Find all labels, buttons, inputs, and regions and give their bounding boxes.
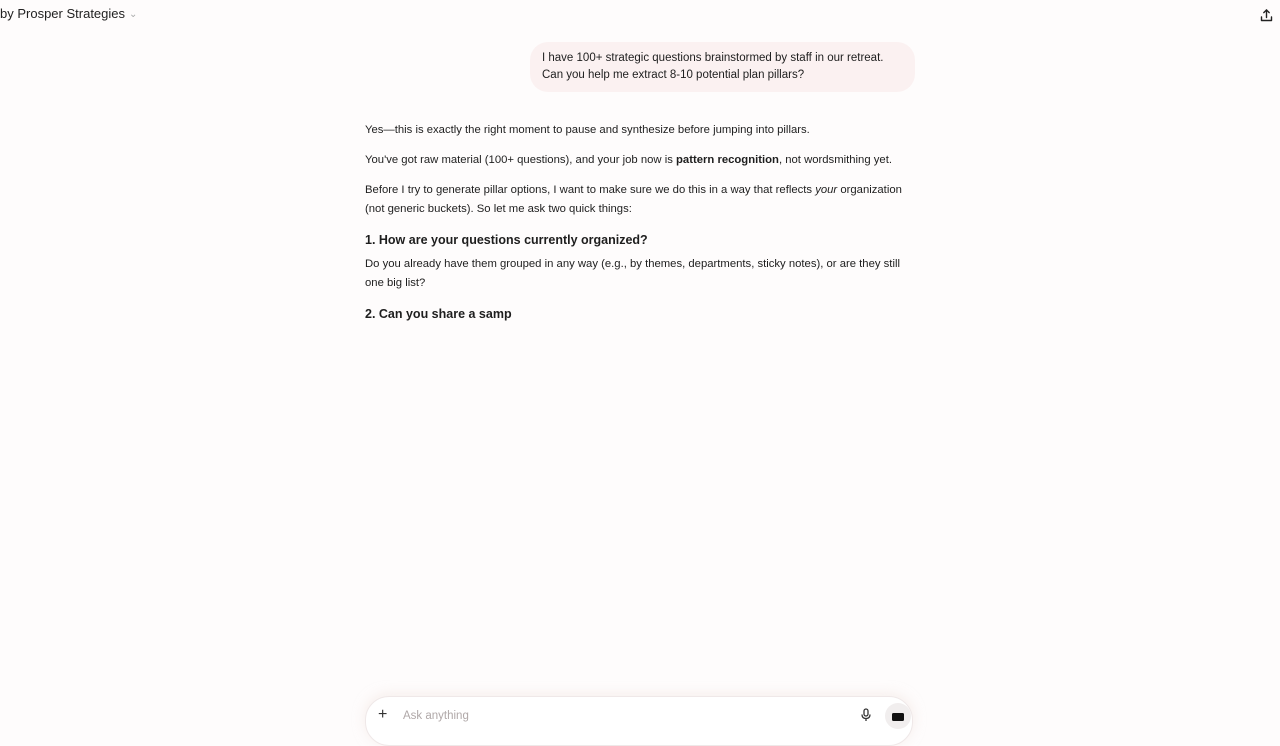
user-message-line: I have 100+ strategic questions brainstormed by staff in our retreat.: [542, 52, 884, 64]
chevron-down-icon: ⌄: [129, 9, 138, 20]
assistant-paragraph: Before I try to generate pillar options, I want to make sure we do this in a way that reflects your organization (not generic buckets). So let me ask two quick things:: [365, 184, 902, 215]
plus-icon[interactable]: +: [378, 706, 388, 723]
composer: [365, 696, 913, 746]
voice-mode-button[interactable]: [885, 703, 911, 729]
model-picker-label: by Prosper Strategies: [0, 6, 126, 21]
assistant-heading: 2. Can you share a samp: [365, 307, 512, 321]
italic-text: your: [815, 184, 838, 196]
assistant-paragraph: You've got raw material (100+ questions), and your job now is pattern recognition, not wordsmithing yet.: [365, 154, 892, 166]
user-message: [530, 42, 915, 92]
assistant-message: [365, 121, 920, 329]
user-message-line: Can you help me extract 8-10 potential plan pillars?: [542, 69, 805, 81]
bold-text: pattern recognition: [676, 154, 779, 166]
assistant-paragraph: Do you already have them grouped in any way (e.g., by themes, departments, sticky notes), or are they still one big list?: [365, 258, 900, 289]
assistant-heading: 1. How are your questions currently organized?: [365, 233, 648, 247]
message-input[interactable]: [403, 708, 843, 724]
assistant-paragraph: Yes—this is exactly the right moment to pause and synthesize before jumping into pillars.: [365, 124, 810, 136]
